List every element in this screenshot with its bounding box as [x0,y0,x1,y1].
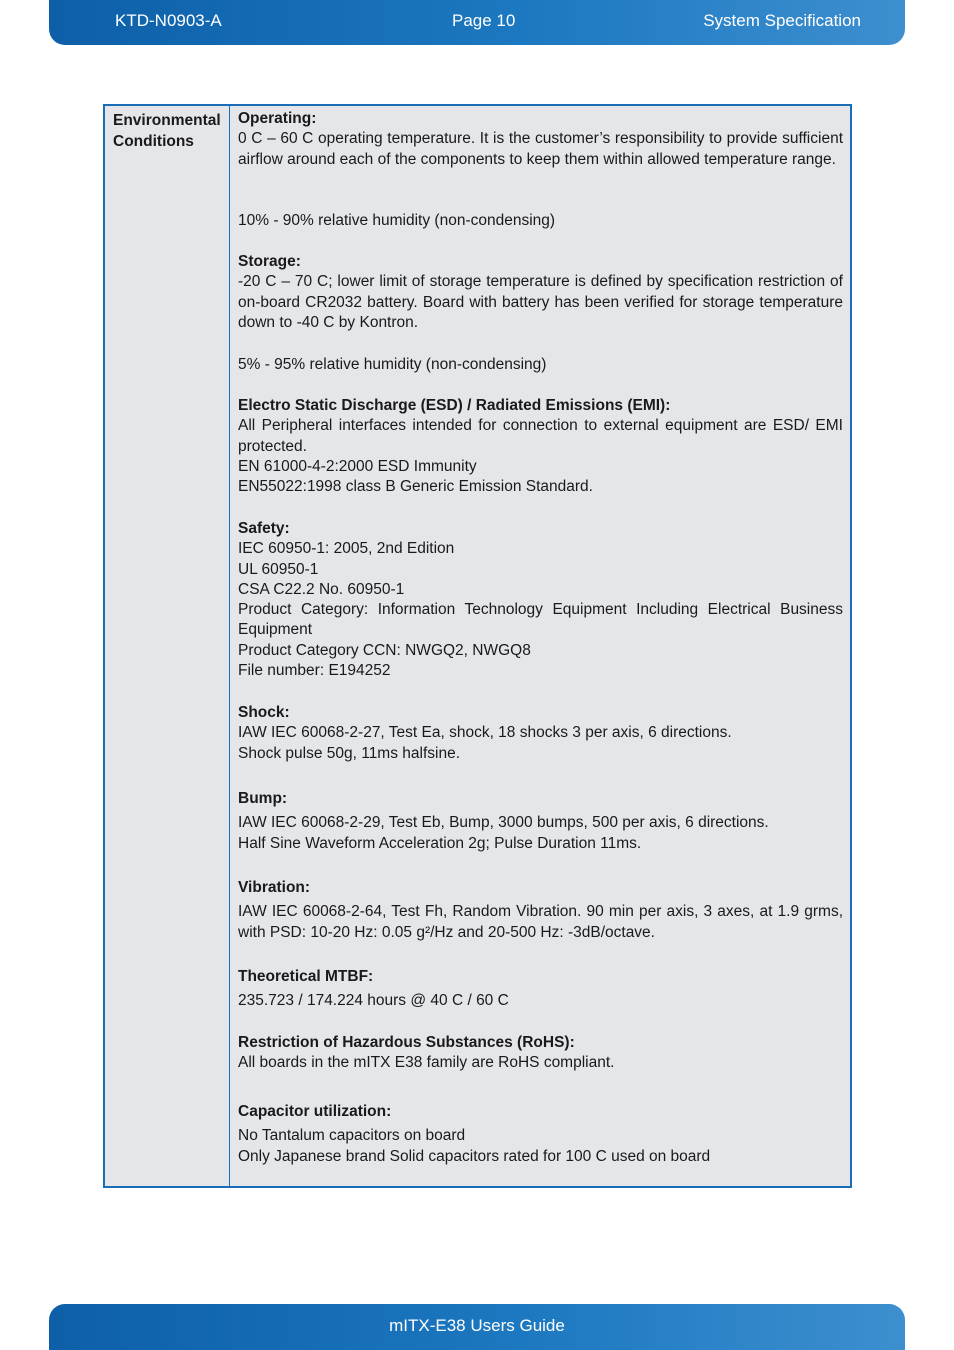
doc-id: KTD-N0903-A [115,11,222,30]
bump-line1: IAW IEC 60068-2-29, Test Eb, Bump, 3000 bumps, 500 per axis, 6 directions. [238,814,769,832]
safety-line4: Product Category: Information Technology Equipment Including Electrical Business Equipment [238,601,843,639]
bump-heading: Bump: [238,790,288,807]
storage-section [238,252,843,333]
operating-section [238,109,843,170]
esd-line3: EN55022:1998 class B Generic Emission Standard. [238,478,593,496]
rohs-heading: Restriction of Hazardous Substances (RoHS): [238,1034,575,1051]
mtbf-section [238,967,843,1012]
row-label-line2: Conditions [113,133,194,150]
shock-section [238,703,843,764]
esd-heading: Electro Static Discharge (ESD) / Radiated Emissions (EMI): [238,397,671,414]
section-title: System Specification [703,11,861,30]
shock-line2: Shock pulse 50g, 11ms halfsine. [238,744,461,762]
page-header [49,0,905,45]
operating-heading: Operating: [238,110,317,127]
operating-text: 0 C – 60 C operating temperature. It is the customer’s responsibility to provide sufficient airflow around each of the components to keep them within allowed temperature range. [238,130,843,168]
spec-table [103,104,852,1188]
storage-text: -20 C – 70 C; lower limit of storage temperature is defined by specification restriction of on-board CR2032 battery. Board with battery has been verified for storage temperature down to -40 C by Kontron. [238,273,843,331]
rohs-text: All boards in the mITX E38 family are RoHS compliant. [238,1054,615,1072]
page-footer [49,1304,905,1350]
esd-section [238,396,843,497]
capacitor-line1: No Tantalum capacitors on board [238,1127,466,1145]
storage-heading: Storage: [238,253,301,270]
operating-humidity: 10% - 90% relative humidity (non-condensing) [238,212,556,229]
vibration-text: IAW IEC 60068-2-64, Test Fh, Random Vibration. 90 min per axis, 3 axes, at 1.9 grms, with PSD: 10-20 Hz: 0.05 g²/Hz and 20-500 Hz: -3dB/octave. [238,903,843,941]
page-number: Page 10 [452,11,516,30]
row-label [113,110,221,152]
safety-heading: Safety: [238,520,290,537]
safety-line6: File number: E194252 [238,662,391,680]
column-divider [229,106,230,1186]
bump-line2: Half Sine Waveform Acceleration 2g; Pulse Duration 11ms. [238,834,642,852]
capacitor-heading: Capacitor utilization: [238,1103,392,1120]
vibration-heading: Vibration: [238,879,311,896]
safety-line2: UL 60950-1 [238,560,319,578]
esd-line2: EN 61000-4-2:2000 ESD Immunity [238,457,477,475]
vibration-section [238,878,843,943]
capacitor-line2: Only Japanese brand Solid capacitors rated for 100 C used on board [238,1147,711,1165]
shock-heading: Shock: [238,704,290,721]
mtbf-heading: Theoretical MTBF: [238,968,374,985]
safety-line3: CSA C22.2 No. 60950-1 [238,580,405,598]
row-label-line1: Environmental [113,112,221,129]
shock-line1: IAW IEC 60068-2-27, Test Ea, shock, 18 shocks 3 per axis, 6 directions. [238,724,732,742]
storage-humidity: 5% - 95% relative humidity (non-condensing) [238,356,547,373]
mtbf-text: 235.723 / 174.224 hours @ 40 C / 60 C [238,992,509,1010]
bump-section [238,789,843,854]
safety-line5: Product Category CCN: NWGQ2, NWGQ8 [238,641,531,659]
rohs-section [238,1033,843,1074]
safety-section [238,519,843,681]
footer-title: mITX-E38 Users Guide [389,1316,565,1335]
safety-line1: IEC 60950-1: 2005, 2nd Edition [238,540,455,558]
esd-text: All Peripheral interfaces intended for connection to external equipment are ESD/ EMI protected. [238,417,843,455]
capacitor-section [238,1102,843,1167]
